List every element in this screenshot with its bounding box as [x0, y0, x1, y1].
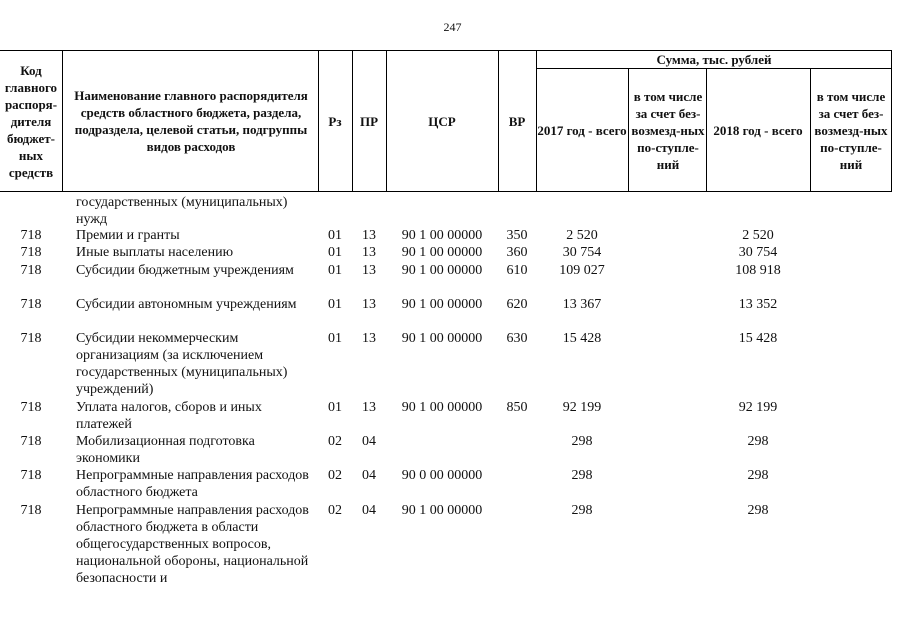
cell-code: 718 [20, 228, 42, 243]
cell-name: Субсидии автономным учреждениям [76, 297, 297, 312]
header-2018: 2018 год - всего [713, 122, 803, 138]
cell-pr: 13 [362, 263, 376, 278]
page-number: 247 [443, 20, 462, 34]
cell-vr: 850 [506, 400, 528, 415]
cell-name: Иные выплаты населению [76, 245, 234, 260]
header-code: Код главного распоря-дителя бюджет-ных средств [4, 62, 58, 180]
cell-pr: 13 [362, 400, 376, 415]
cell-2017: 15 428 [562, 331, 602, 346]
header-2017-free: в том числе за счет без-возмезд-ных по-ступле-ний [631, 88, 705, 172]
header-rz: Рз [328, 113, 342, 129]
cell-pr: 13 [362, 331, 376, 346]
cell-pr: 13 [362, 245, 376, 260]
cell-vr: 630 [506, 331, 528, 346]
cell-name: Уплата налогов, сборов и иных платежей [76, 400, 262, 432]
cell-csr: 90 0 00 00000 [401, 468, 483, 483]
cell-name: Непрограммные направления расходов областного бюджета [76, 468, 309, 500]
cell-2017: 298 [571, 503, 593, 518]
cell-code: 718 [20, 297, 42, 312]
cell-2017: 109 027 [559, 263, 605, 278]
cell-pr: 04 [362, 503, 376, 518]
cell-pr: 04 [362, 468, 376, 483]
cell-csr: 90 1 00 00000 [401, 245, 483, 260]
cell-code: 718 [20, 245, 42, 260]
cell-rz: 01 [328, 228, 342, 243]
header-sum: Сумма, тыс. рублей [656, 52, 772, 67]
cell-vr: 360 [506, 245, 528, 260]
cell-pr: 13 [362, 228, 376, 243]
cell-code: 718 [20, 434, 42, 449]
cell-code: 718 [20, 468, 42, 483]
cell-name: Субсидии некоммерческим организациям (за исключением государственных (муниципальных) учреждений) [76, 331, 288, 397]
cell-code: 718 [20, 503, 42, 518]
cell-name: Субсидии бюджетным учреждениям [76, 263, 294, 278]
cell-csr: 90 1 00 00000 [401, 400, 483, 415]
cell-csr: 90 1 00 00000 [401, 228, 483, 243]
header-name: Наименование главного распорядителя средств областного бюджета, раздела, подраздела, целевой статьи, подгруппы видов расходов [74, 88, 308, 154]
cell-rz: 02 [328, 468, 342, 483]
cell-rz: 02 [328, 434, 342, 449]
header-csr: ЦСР [428, 113, 456, 129]
cell-vr: 610 [506, 263, 528, 278]
cell-2017: 13 367 [562, 297, 602, 312]
cell-rz: 01 [328, 400, 342, 415]
cell-2017: 92 199 [562, 400, 602, 415]
cell-rz: 01 [328, 331, 342, 346]
cell-name: Мобилизационная подготовка экономики [76, 434, 255, 466]
cell-code: 718 [20, 263, 42, 278]
cell-rz: 01 [328, 263, 342, 278]
cell-csr: 90 1 00 00000 [401, 297, 483, 312]
header-vr: ВР [508, 113, 526, 129]
cell-code: 718 [20, 331, 42, 346]
header-2018-free: в том числе за счет без-возмезд-ных по-ступле-ний [814, 88, 888, 172]
continuation-text: государственных (муниципальных) нужд [76, 195, 288, 227]
cell-name: Непрограммные направления расходов областного бюджета в области общегосударственных вопросов, национальной обороны, национальной безопасности и [76, 503, 309, 586]
cell-vr: 350 [506, 228, 528, 243]
cell-2017: 30 754 [562, 245, 602, 260]
cell-csr: 90 1 00 00000 [401, 503, 483, 518]
cell-2018: 108 918 [735, 263, 781, 278]
cell-2018: 298 [747, 434, 769, 449]
cell-pr: 13 [362, 297, 376, 312]
cell-2018: 92 199 [738, 400, 778, 415]
cell-csr: 90 1 00 00000 [401, 263, 483, 278]
cell-vr: 620 [506, 297, 528, 312]
header-pr: ПР [359, 113, 379, 129]
cell-2017: 298 [571, 434, 593, 449]
cell-2017: 298 [571, 468, 593, 483]
cell-2018: 298 [747, 468, 769, 483]
cell-2018: 2 520 [742, 228, 774, 243]
cell-2018: 13 352 [738, 297, 778, 312]
cell-rz: 01 [328, 245, 342, 260]
cell-csr: 90 1 00 00000 [401, 331, 483, 346]
cell-name: Премии и гранты [76, 228, 180, 243]
cell-2018: 30 754 [738, 245, 778, 260]
cell-code: 718 [20, 400, 42, 415]
header-2017: 2017 год - всего [537, 122, 627, 138]
cell-2018: 15 428 [738, 331, 778, 346]
cell-2018: 298 [747, 503, 769, 518]
cell-rz: 01 [328, 297, 342, 312]
cell-2017: 2 520 [566, 228, 598, 243]
cell-rz: 02 [328, 503, 342, 518]
cell-pr: 04 [362, 434, 376, 449]
